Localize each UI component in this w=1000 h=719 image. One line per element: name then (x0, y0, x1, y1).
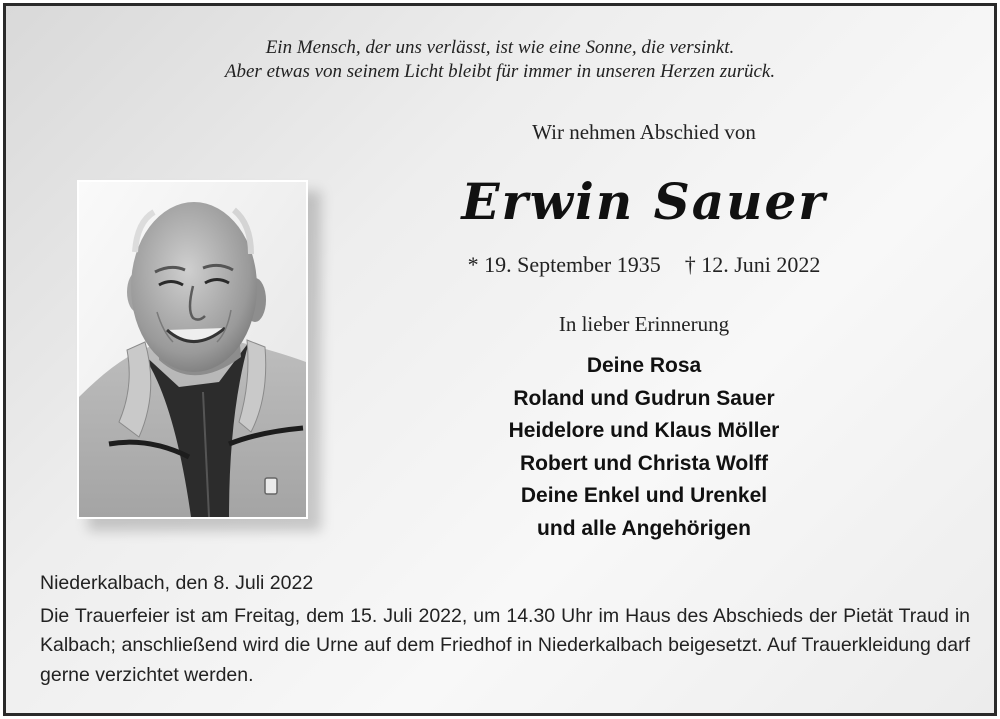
motto-line-1: Ein Mensch, der uns verlässt, ist wie eine Sonne, die versinkt. (265, 37, 735, 58)
portrait-photo (77, 180, 308, 519)
mourner-line: Robert und Christa Wolff (519, 451, 769, 475)
mourner-line: Heidelore und Klaus Möller (508, 419, 780, 442)
obituary-frame (3, 3, 997, 716)
motto (6, 36, 994, 84)
mourner-line: und alle Angehörigen (537, 516, 751, 540)
life-dates (444, 252, 844, 278)
memory-line: In lieber Erinnerung (558, 312, 730, 336)
mourner-line: Roland und Gudrun Sauer (513, 386, 775, 410)
death-date: † 12. Juni 2022 (684, 252, 821, 277)
motto-line-2: Aber etwas von seinem Licht bleibt für immer in unseren Herzen zurück. (224, 61, 776, 82)
mourner-line: Deine Rosa (586, 354, 702, 377)
intro-text: Wir nehmen Abschied von (532, 120, 756, 144)
birth-date: * 19. September 1935 (467, 252, 661, 277)
mourner-line: Deine Enkel und Urenkel (520, 484, 768, 507)
deceased-name: Erwin Sauer (461, 172, 827, 231)
portrait-illustration (79, 182, 306, 517)
mourners-list (444, 350, 844, 545)
place-date: Niederkalbach, den 8. Juli 2022 (40, 572, 314, 594)
footer (40, 569, 970, 690)
funeral-notice: Die Trauerfeier ist am Freitag, dem 15. Juli 2022, um 14.30 Uhr im Haus des Abschieds der Pietät Traud in Kalbach; anschließend wird die Urne auf dem Friedhof in Niederkalbach beigesetzt. Auf Trauerkleidung darf gerne verzichtet werden. (40, 604, 970, 686)
